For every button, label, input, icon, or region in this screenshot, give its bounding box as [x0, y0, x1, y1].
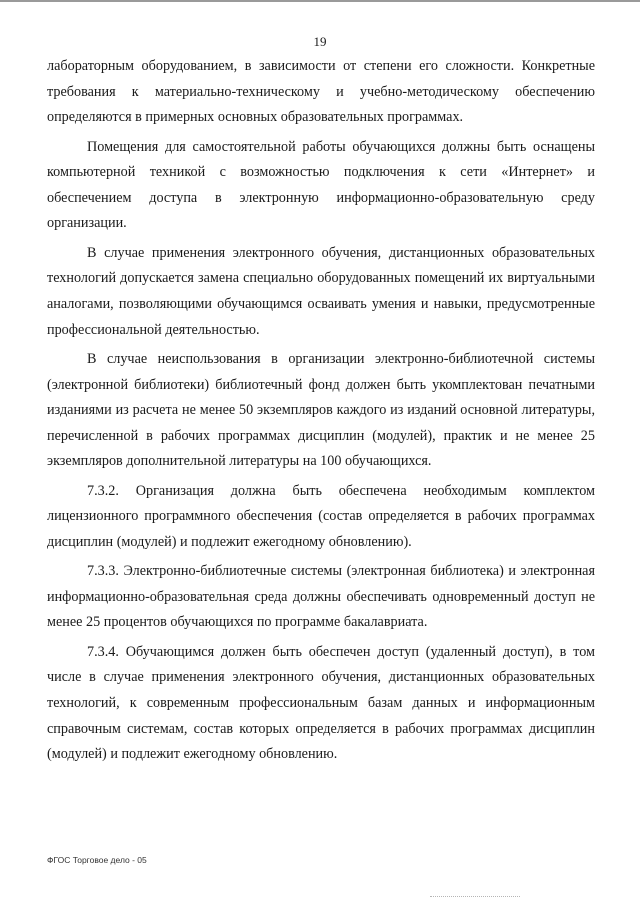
paragraph-library-fund: В случае неиспользования в организации электронно-библиотечной системы (электронной библиотеки) библиотечный фонд должен быть укомплектован печатными изданиями из расчета не менее 50 экземпляров каждого из изданий основной литературы, перечисленной в рабочих программах дисциплин (модулей), практик и не менее 25 экземпляров дополнительной литературы на 100 обучающихся.: [47, 350, 595, 470]
paragraph-e-learning: В случае применения электронного обучения, дистанционных образовательных технологий допускается замена специально оборудованных помещений их виртуальными аналогами, позволяющими обучающимся осваивать умения и навыки, предусмотренные профессиональной деятельностью.: [47, 244, 595, 338]
document-body: [47, 54, 595, 772]
page-footer: ФГОС Торговое дело - 05: [47, 855, 147, 865]
paragraph-7-3-3: 7.3.3. Электронно-библиотечные системы (электронная библиотека) и электронная информационно-образовательная среда должны обеспечивать одновременный доступ не менее 25 процентов обучающихся по программе бакалавриата.: [47, 563, 595, 631]
paragraph-continuation: лабораторным оборудованием, в зависимости от степени его сложности. Конкретные требования к материально-техническому и учебно-методическому обеспечению определяются в примерных основных образовательных программах.: [47, 58, 595, 126]
paragraph-7-3-4: 7.3.4. Обучающимся должен быть обеспечен доступ (удаленный доступ), в том числе в случае применения электронного обучения, дистанционных образовательных технологий, к современным профессиональным базам данных и информационным справочным системам, состав которых определяется в рабочих программах дисциплин (модулей) и подлежит ежегодному обновлению.: [47, 643, 595, 763]
page-number: 19: [313, 34, 327, 49]
scan-bottom-marks: [430, 896, 520, 899]
paragraph-workrooms: Помещения для самостоятельной работы обучающихся должны быть оснащены компьютерной техникой с возможностью подключения к сети «Интернет» и обеспечением доступа в электронную информационно-образовательную среду организации.: [47, 138, 595, 232]
scan-top-border: [0, 0, 640, 2]
paragraph-7-3-2: 7.3.2. Организация должна быть обеспечена необходимым комплектом лицензионного программного обеспечения (состав определяется в рабочих программах дисциплин (модулей) и подлежит ежегодному обновлению).: [47, 482, 595, 550]
